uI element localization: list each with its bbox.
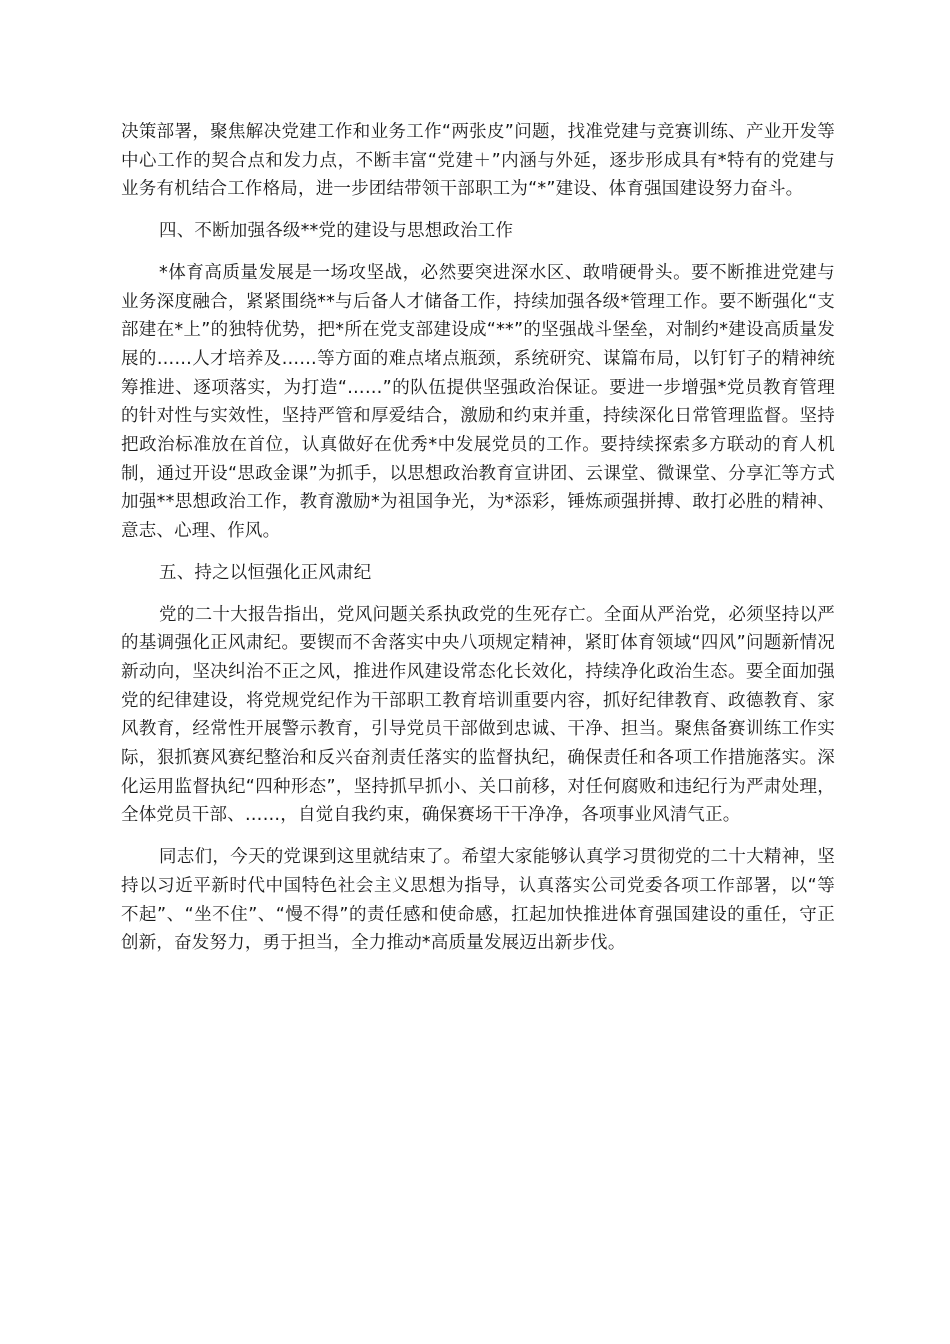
paragraph-section-5: 党的二十大报告指出，党风问题关系执政党的生死存亡。全面从严治党，必须坚持以严的基调强化正风肃纪。要锲而不舍落实中央八项规定精神，紧盯体育领域“四风”问题新情况新动向，坚决纠治不正之风，推进作风建设常态化长效化，持续净化政治生态。要全面加强党的纪律建设，将党规党纪作为干部职工教育培训重要内容，抓好纪律教育、政德教育、家风教育，经常性开展警示教育，引导党员干部做到忠诚、干净、担当。聚焦备赛训练工作实际，狠抓赛风赛纪整治和反兴奋剂责任落实的监督执纪，确保责任和各项工作措施落实。深化运用监督执纪“四种形态”，坚持抓早抓小、关口前移，对任何腐败和违纪行为严肃处理，全体党员干部、……，自觉自我约束，确保赛场干干净净，各项事业风清气正。 [121, 604, 835, 826]
document-page [121, 118, 835, 958]
paragraph-section-4: *体育高质量发展是一场攻坚战，必然要突进深水区、敢啃硬骨头。要不断推进党建与业务深度融合，紧紧围绕**与后备人才储备工作，持续加强各级*管理工作。要不断强化“支部建在*上”的独特优势，把*所在党支部建设成“**”的坚强战斗堡垒，对制约*建设高质量发展的……人才培养及……等方面的难点堵点瓶颈，系统研究、谋篇布局，以钉钉子的精神统筹推进、逐项落实，为打造“……”的队伍提供坚强政治保证。要进一步增强*党员教育管理的针对性与实效性，坚持严管和厚爱结合，激励和约束并重，持续深化日常管理监督。坚持把政治标准放在首位，认真做好在优秀*中发展党员的工作。要持续探索多方联动的育人机制，通过开设“思政金课”为抓手，以思想政治教育宣讲团、云课堂、微课堂、分享汇等方式加强**思想政治工作，教育激励*为祖国争光，为*添彩，锤炼顽强拼搏、敢打必胜的精神、意志、心理、作风。 [121, 262, 835, 542]
section-heading-5: 五、持之以恒强化正风肃纪 [159, 562, 372, 583]
paragraph-closing: 同志们，今天的党课到这里就结束了。希望大家能够认真学习贯彻党的二十大精神，坚持以习近平新时代中国特色社会主义思想为指导，认真落实公司党委各项工作部署，以“等不起”、“坐不住”、“慢不得”的责任感和使命感，扛起加快推进体育强国建设的重任，守正创新，奋发努力，勇于担当，全力推动*高质量发展迈出新步伐。 [121, 847, 835, 954]
paragraph-continuation: 决策部署，聚焦解决党建工作和业务工作“两张皮”问题，找准党建与竞赛训练、产业开发等中心工作的契合点和发力点，不断丰富“党建＋”内涵与外延，逐步形成具有*特有的党建与业务有机结合工作格局，进一步团结带领干部职工为“*”建设、体育强国建设努力奋斗。 [121, 122, 835, 200]
section-heading-4: 四、不断加强各级**党的建设与思想政治工作 [159, 221, 514, 242]
